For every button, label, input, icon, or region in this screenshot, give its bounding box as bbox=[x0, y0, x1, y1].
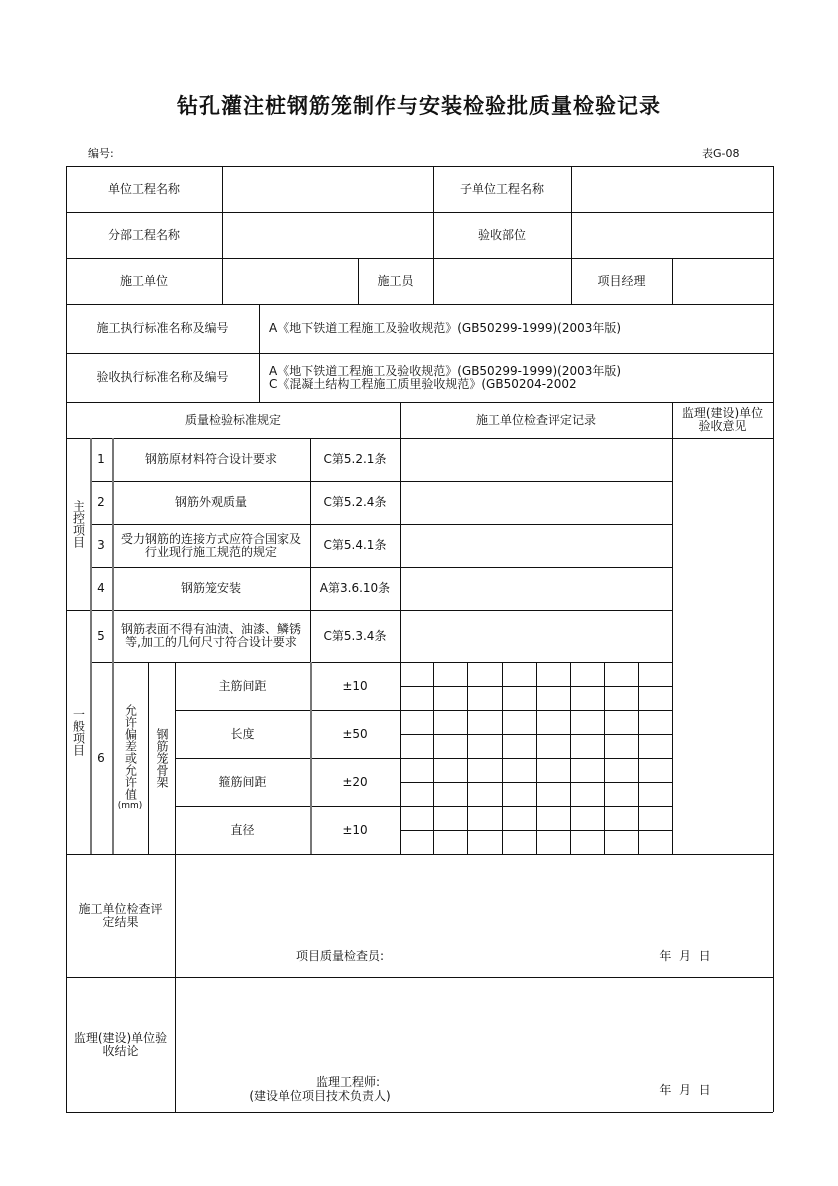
measurement-cell[interactable] bbox=[467, 782, 502, 806]
measurement-cell[interactable] bbox=[604, 686, 638, 710]
acceptance-standard-line-2: C《混凝土结构工程施工质里验收规范》(GB50204-2002 bbox=[269, 376, 577, 391]
supervision-opinion-field[interactable] bbox=[672, 438, 773, 854]
supervision-result-label: 监理(建设)单位验收结论 bbox=[73, 1030, 168, 1058]
measurement-cell[interactable] bbox=[502, 662, 536, 686]
measurement-cell[interactable] bbox=[467, 686, 502, 710]
item-description: 钢筋表面不得有油渍、油漆、鳞锈等,加工的几何尺寸符合设计要求 bbox=[120, 622, 301, 649]
measurement-cell[interactable] bbox=[638, 662, 672, 686]
measurement-cell[interactable] bbox=[570, 782, 604, 806]
measurement-cell[interactable] bbox=[570, 806, 604, 830]
unit-project-field[interactable] bbox=[222, 166, 433, 212]
tolerance-item-name: 主筋间距 bbox=[218, 678, 267, 693]
item-number: 5 bbox=[97, 628, 105, 643]
measurement-cell[interactable] bbox=[502, 734, 536, 758]
measurement-cell[interactable] bbox=[536, 782, 570, 806]
item-reference: C第5.2.1条 bbox=[323, 452, 387, 466]
quality-inspector-label: 项目质量检查员: bbox=[295, 948, 385, 963]
item-reference: C第5.3.4条 bbox=[323, 628, 387, 643]
tolerance-item-value: ±20 bbox=[342, 774, 368, 789]
item-reference: A第3.6.10条 bbox=[319, 581, 391, 595]
project-manager-label: 项目经理 bbox=[597, 273, 646, 288]
item-reference: C第5.4.1条 bbox=[323, 538, 387, 552]
tolerance-label bbox=[112, 662, 148, 854]
construction-record-header: 施工单位检查评定记录 bbox=[475, 412, 596, 427]
measurement-cell[interactable] bbox=[400, 758, 433, 782]
measurement-cell[interactable] bbox=[502, 758, 536, 782]
unit-project-label: 单位工程名称 bbox=[107, 181, 180, 196]
division-project-label: 分部工程名称 bbox=[107, 227, 180, 242]
measurement-cell[interactable] bbox=[536, 710, 570, 734]
supervision-engineer-sub-label: (建设单位项目技术负责人) bbox=[249, 1089, 391, 1103]
measurement-cell[interactable] bbox=[570, 830, 604, 854]
measurement-cell[interactable] bbox=[536, 686, 570, 710]
measurement-cell[interactable] bbox=[433, 662, 467, 686]
cage-frame-label: 钢筋笼骨架 bbox=[155, 728, 169, 788]
measurement-cell[interactable] bbox=[604, 734, 638, 758]
exec-standard-value: A《地下铁道工程施工及验收规范》(GB50299-1999)(2003年版) bbox=[269, 321, 622, 335]
measurement-cell[interactable] bbox=[433, 710, 467, 734]
sub-unit-project-field[interactable] bbox=[571, 166, 773, 212]
tolerance-item-name: 箍筋间距 bbox=[218, 774, 267, 789]
item-number: 4 bbox=[97, 581, 105, 595]
construction-result-label: 施工单位检查评定结果 bbox=[78, 901, 163, 929]
measurement-cell[interactable] bbox=[433, 782, 467, 806]
measurement-cell[interactable] bbox=[467, 710, 502, 734]
record-field[interactable] bbox=[400, 438, 672, 481]
item-description: 受力钢筋的连接方式应符合国家及行业现行施工规范的规定 bbox=[120, 531, 301, 559]
item-description: 钢筋原材料符合设计要求 bbox=[144, 452, 277, 466]
measurement-cell[interactable] bbox=[638, 734, 672, 758]
tolerance-item-value: ±10 bbox=[342, 678, 368, 693]
item-number: 3 bbox=[97, 538, 105, 552]
measurement-cell[interactable] bbox=[536, 830, 570, 854]
measurement-cell[interactable] bbox=[604, 758, 638, 782]
measurement-cell[interactable] bbox=[433, 806, 467, 830]
item-number: 6 bbox=[97, 750, 105, 765]
division-project-field[interactable] bbox=[222, 212, 433, 258]
measurement-cell[interactable] bbox=[400, 686, 433, 710]
acceptance-standard-value bbox=[259, 353, 773, 402]
measurement-cell[interactable] bbox=[638, 830, 672, 854]
measurement-cell[interactable] bbox=[400, 710, 433, 734]
construction-unit-label: 施工单位 bbox=[119, 273, 168, 288]
measurement-cell[interactable] bbox=[502, 830, 536, 854]
measurement-cell[interactable] bbox=[433, 686, 467, 710]
main-control-group-label: 主控项目 bbox=[71, 500, 86, 548]
tolerance-item-value: ±10 bbox=[342, 822, 368, 837]
measurement-cell[interactable] bbox=[604, 710, 638, 734]
measurement-cell[interactable] bbox=[433, 734, 467, 758]
measurement-cell[interactable] bbox=[570, 758, 604, 782]
record-field[interactable] bbox=[400, 567, 672, 610]
measurement-cell[interactable] bbox=[467, 734, 502, 758]
measurement-cell[interactable] bbox=[570, 734, 604, 758]
measurement-cell[interactable] bbox=[502, 782, 536, 806]
measurement-cell[interactable] bbox=[536, 758, 570, 782]
item-number: 1 bbox=[97, 452, 105, 466]
measurement-cell[interactable] bbox=[536, 806, 570, 830]
serial-number-label: 编号: bbox=[88, 147, 114, 160]
measurement-cell[interactable] bbox=[467, 830, 502, 854]
measurement-cell[interactable] bbox=[467, 662, 502, 686]
tolerance-unit: (mm) bbox=[117, 800, 143, 811]
supervision-opinion-header: 监理(建设)单位验收意见 bbox=[681, 406, 764, 433]
tolerance-item-value: ±50 bbox=[342, 726, 368, 741]
measurement-cell[interactable] bbox=[433, 758, 467, 782]
measurement-cell[interactable] bbox=[467, 806, 502, 830]
measurement-cell[interactable] bbox=[502, 686, 536, 710]
record-field[interactable] bbox=[400, 481, 672, 524]
measurement-cell[interactable] bbox=[604, 782, 638, 806]
construction-date-label: 年 月 日 bbox=[659, 948, 711, 963]
item-reference: C第5.2.4条 bbox=[323, 495, 387, 509]
measurement-cell[interactable] bbox=[638, 806, 672, 830]
measurement-cell[interactable] bbox=[604, 806, 638, 830]
grid-line bbox=[773, 166, 774, 1112]
measurement-cell[interactable] bbox=[638, 782, 672, 806]
project-manager-field[interactable] bbox=[672, 258, 773, 304]
measurement-cell[interactable] bbox=[400, 782, 433, 806]
measurement-cell[interactable] bbox=[570, 710, 604, 734]
measurement-cell[interactable] bbox=[638, 686, 672, 710]
construction-unit-field[interactable] bbox=[222, 258, 358, 304]
tolerance-item-name: 长度 bbox=[230, 726, 255, 741]
measurement-cell[interactable] bbox=[467, 758, 502, 782]
measurement-cell[interactable] bbox=[536, 734, 570, 758]
measurement-cell[interactable] bbox=[400, 806, 433, 830]
measurement-cell[interactable] bbox=[433, 830, 467, 854]
exec-standard-label: 施工执行标准名称及编号 bbox=[96, 321, 229, 335]
measurement-cell[interactable] bbox=[570, 686, 604, 710]
measurement-cell[interactable] bbox=[502, 806, 536, 830]
quality-standard-header: 质量检验标准规定 bbox=[184, 412, 281, 427]
acceptance-standard-line-1: A《地下铁道工程施工及验收规范》(GB50299-1999)(2003年版) bbox=[269, 363, 622, 378]
constructor-label: 施工员 bbox=[377, 273, 414, 288]
measurement-cell[interactable] bbox=[570, 662, 604, 686]
grid-line bbox=[66, 1112, 773, 1113]
acceptance-standard-label: 验收执行标准名称及编号 bbox=[96, 370, 229, 384]
measurement-cell[interactable] bbox=[400, 734, 433, 758]
general-group-label: 一般项目 bbox=[71, 708, 86, 756]
measurement-cell[interactable] bbox=[400, 830, 433, 854]
sub-unit-project-label: 子单位工程名称 bbox=[459, 181, 544, 196]
measurement-cell[interactable] bbox=[638, 710, 672, 734]
item-description: 钢筋外观质量 bbox=[174, 495, 247, 509]
tolerance-item-name: 直径 bbox=[230, 822, 255, 837]
tolerance-label-text: 允许偏差或允许值 bbox=[123, 703, 138, 800]
measurement-cell[interactable] bbox=[400, 662, 433, 686]
supervision-date-label: 年 月 日 bbox=[659, 1082, 711, 1097]
page-title: 钻孔灌注桩钢筋笼制作与安装检验批质量检验记录 bbox=[177, 94, 661, 118]
measurement-cell[interactable] bbox=[536, 662, 570, 686]
item-description: 钢筋笼安装 bbox=[180, 581, 241, 595]
measurement-cell[interactable] bbox=[638, 758, 672, 782]
item-number: 2 bbox=[97, 495, 105, 509]
measurement-cell[interactable] bbox=[502, 710, 536, 734]
form-code: 表G-08 bbox=[702, 147, 740, 160]
record-field[interactable] bbox=[400, 524, 672, 567]
record-field[interactable] bbox=[400, 610, 672, 662]
measurement-cell[interactable] bbox=[604, 662, 638, 686]
acceptance-location-label: 验收部位 bbox=[477, 227, 526, 242]
constructor-field[interactable] bbox=[433, 258, 571, 304]
measurement-cell[interactable] bbox=[604, 830, 638, 854]
supervision-engineer-label: 监理工程师: bbox=[315, 1075, 380, 1089]
acceptance-location-field[interactable] bbox=[571, 212, 773, 258]
